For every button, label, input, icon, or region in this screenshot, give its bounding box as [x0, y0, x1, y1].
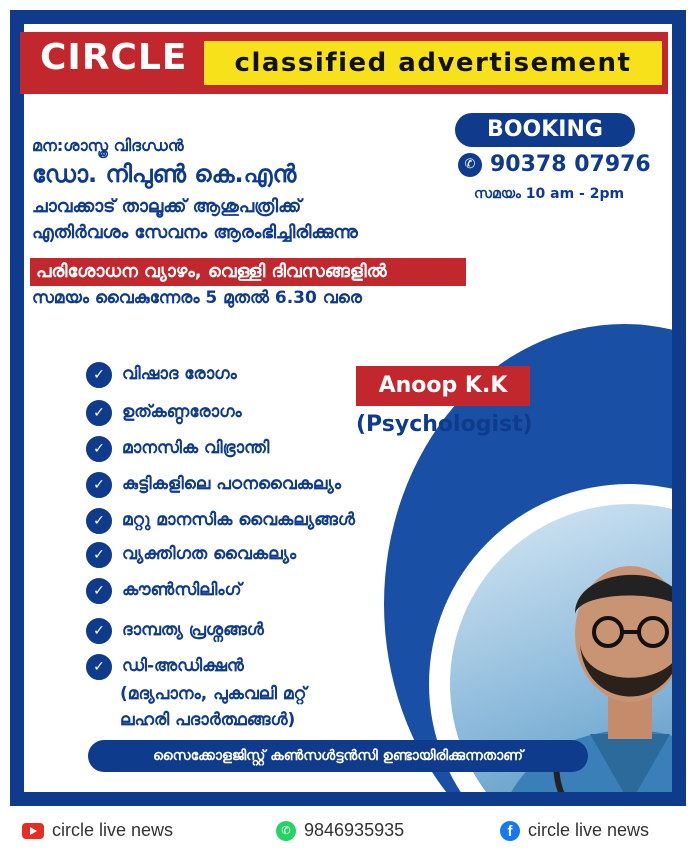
list-item: ✓ ഉത്കണ്ഠരോഗം [86, 400, 242, 426]
consultant-name-box [356, 366, 530, 406]
list-item: ✓ ദാമ്പത്യ പ്രശ്നങ്ങൾ [86, 618, 264, 644]
list-item: ✓ വിഷാദ രോഗം [86, 362, 237, 388]
check-icon: ✓ [86, 362, 112, 388]
booking-time: സമയം 10 am - 2pm [474, 186, 625, 202]
intro-line1: മന:ശാസ്ത്ര വിദഗ്ധൻ [32, 136, 184, 155]
consultancy-note: സൈക്കോളജിസ്റ്റ് കൺസൾട്ടൻസി ഉണ്ടായിരിക്കുന്നതാണ് [153, 748, 523, 764]
footer-youtube[interactable]: circle live news [22, 820, 173, 841]
list-item: ✓ ഡി-അഡിക്ഷൻ [86, 654, 244, 680]
list-item: ✓ കൗൺസിലിംഗ് [86, 578, 241, 604]
check-icon: ✓ [86, 618, 112, 644]
check-icon: ✓ [86, 436, 112, 462]
check-icon: ✓ [86, 578, 112, 604]
list-item-sub: ലഹരി പദാർത്ഥങ്ങൾ) [120, 710, 296, 730]
schedule-days: പരിശോധന വ്യാഴം, വെള്ളി ദിവസങ്ങളിൽ [36, 261, 387, 282]
doctor-name: ഡോ. നിപുൺ കെ.എൻ [32, 160, 297, 188]
intro-line3: ചാവക്കാട് താലൂക്ക് ആശുപത്രിക്ക് [32, 196, 302, 217]
list-item: ✓ കുട്ടികളിലെ പഠനവൈകല്യം [86, 472, 341, 498]
list-item: ✓ മറ്റു മാനസിക വൈകല്യങ്ങൾ [86, 508, 355, 534]
list-item: ✓ മാനസിക വിഭ്രാന്തി [86, 436, 269, 462]
schedule-hours: സമയം വൈകുന്നേരം 5 മുതൽ 6.30 വരെ [32, 288, 362, 308]
footer-whatsapp[interactable]: ✆ 9846935935 [276, 820, 404, 841]
intro-line4: എതിർവശം സേവനം ആരംഭിച്ചിരിക്കുന്നു [32, 222, 358, 243]
whatsapp-icon: ✆ [276, 821, 296, 841]
phone-icon: ✆ [458, 153, 482, 177]
booking-phone[interactable] [458, 152, 651, 177]
booking-label: BOOKING [455, 113, 635, 147]
check-icon: ✓ [86, 508, 112, 534]
brand-title: CIRCLE [40, 37, 188, 78]
facebook-icon: f [500, 821, 520, 841]
consultant-name: Anoop K.K [378, 373, 508, 398]
booking-phone-number: 90378 07976 [490, 152, 651, 177]
schedule-days-band [30, 258, 466, 286]
list-item: ✓ വ്യക്തിഗത വൈകല്യം [86, 542, 296, 568]
tagline-text: classified advertisement [234, 48, 632, 78]
check-icon: ✓ [86, 472, 112, 498]
consultant-role: (Psychologist) [356, 412, 533, 437]
list-item-sub: (മദ്യപാനം, പുകവലി മറ്റ് [120, 684, 307, 704]
check-icon: ✓ [86, 400, 112, 426]
consultancy-note-bar [88, 740, 588, 772]
tagline-box [204, 41, 662, 85]
check-icon: ✓ [86, 542, 112, 568]
check-icon: ✓ [86, 654, 112, 680]
footer [0, 806, 696, 861]
youtube-icon [22, 823, 44, 839]
footer-facebook[interactable]: f circle live news [500, 820, 649, 841]
